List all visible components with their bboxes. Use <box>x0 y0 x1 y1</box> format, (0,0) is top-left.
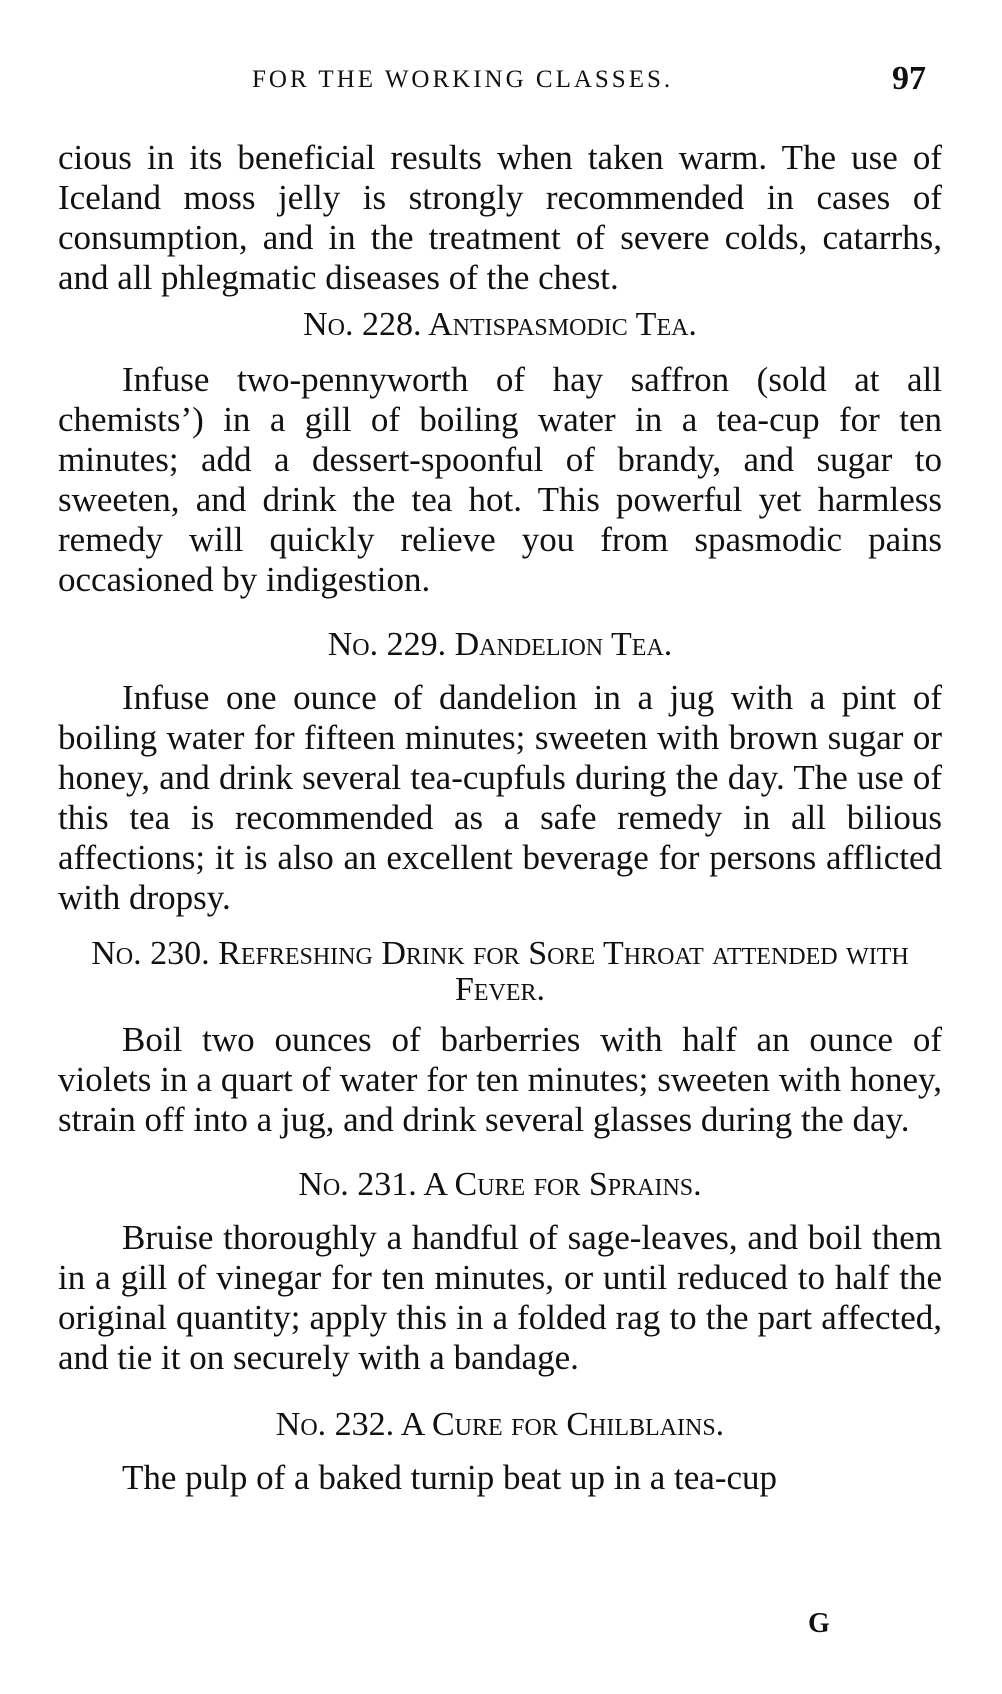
running-head <box>0 60 1002 100</box>
recipe-heading-231: No. 231. A Cure for Sprains. <box>298 1166 702 1203</box>
continuation-paragraph: cious in its beneficial results when taken warm. The use of Iceland moss jelly is strongly recommended in cases of consumption, and in the treatment of severe colds, catarrhs, and all phlegmatic diseases of the chest. <box>58 138 942 297</box>
recipe-heading-228: No. 228. Antispasmodic Tea. <box>303 306 697 343</box>
page-number: 97 <box>892 60 926 97</box>
recipe-text-232: The pulp of a baked turnip beat up in a tea-cup <box>122 1458 778 1497</box>
recipe-heading-230: No. 230. Refreshing Drink for Sore Throat attended with Fever. <box>91 935 909 1008</box>
recipe-heading-232: No. 232. A Cure for Chilblains. <box>275 1406 725 1443</box>
recipe-text-229: Infuse one ounce of dandelion in a jug with a pint of boiling water for fifteen minutes; sweeten with brown sugar or honey, and drink several tea-cupfuls during the day. The use of this tea is recommended as a safe remedy in all bilious affections; it is also an excellent beverage for persons afflicted with dropsy. <box>58 678 942 917</box>
recipe-text-228: Infuse two-pennyworth of hay saffron (sold at all chemists’) in a gill of boiling water in a tea-cup for ten minutes; add a dessert-spoonful of brandy, and sugar to sweeten, and drink the tea hot. This powerful yet harmless remedy will quickly relieve you from spasmodic pains occasioned by indigestion. <box>58 360 942 599</box>
recipe-text-231: Bruise thoroughly a handful of sage-leaves, and boil them in a gill of vinegar for ten minutes, or until reduced to half the original quantity; apply this in a folded rag to the part affected, and tie it on securely with a bandage. <box>58 1218 942 1377</box>
recipe-text-230: Boil two ounces of barberries with half an ounce of violets in a quart of water for ten minutes; sweeten with honey, strain off into a jug, and drink several glasses during the day. <box>58 1020 942 1139</box>
page-body <box>58 138 942 1498</box>
signature-mark: G <box>808 1608 830 1639</box>
running-title: FOR THE WORKING CLASSES. <box>252 66 674 93</box>
recipe-heading-229: No. 229. Dandelion Tea. <box>327 626 673 663</box>
